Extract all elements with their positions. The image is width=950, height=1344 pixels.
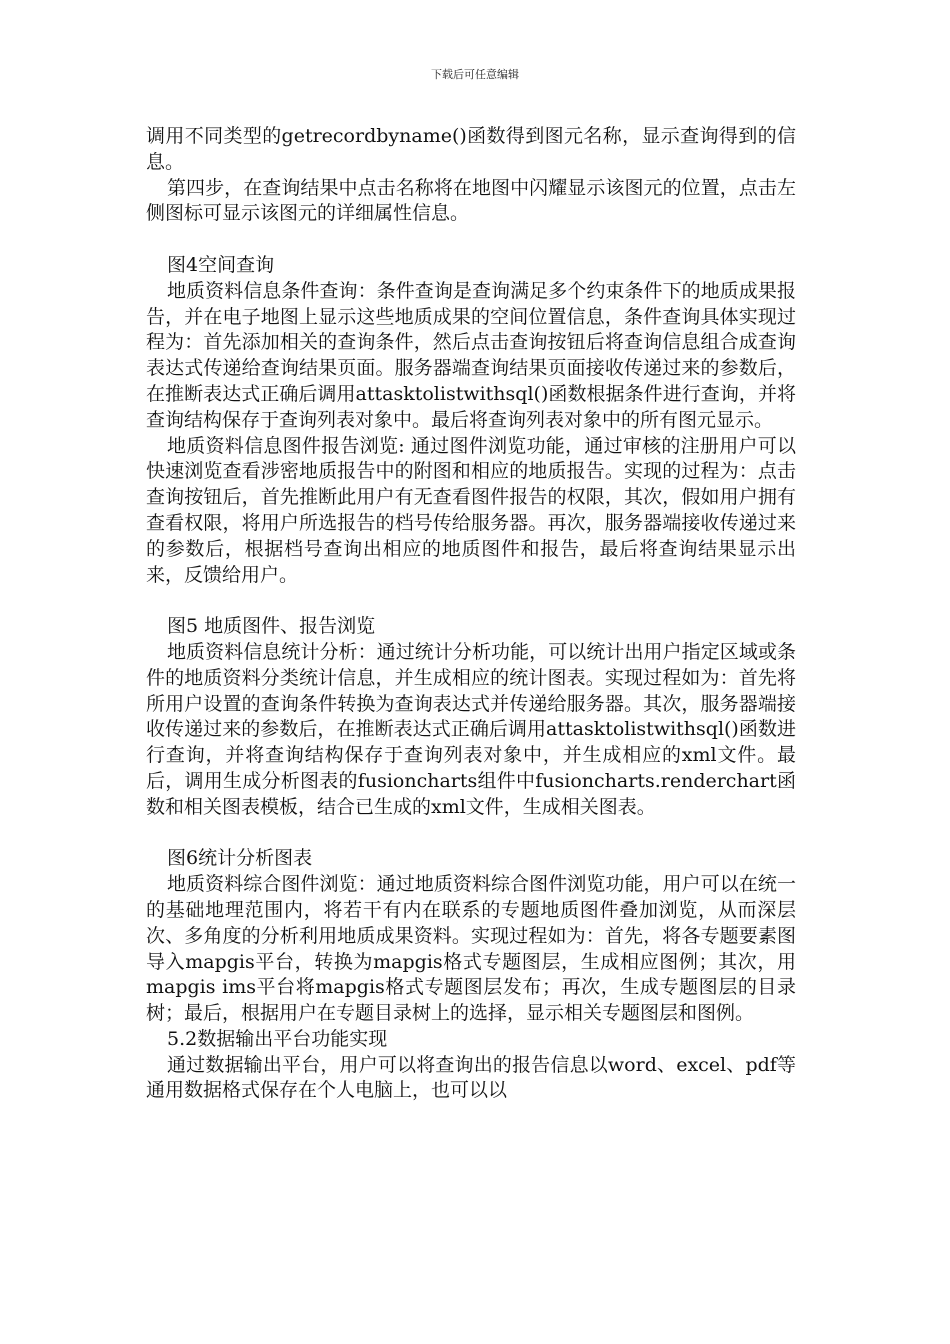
paragraph-step-four: 第四步，在查询结果中点击名称将在地图中闪耀显示该图元的位置，点击左侧图标可显示该图元的详细属性信息。 <box>146 176 796 225</box>
figure-gap <box>146 588 796 614</box>
paragraph-statistical-analysis: 地质资料信息统计分析：通过统计分析功能，可以统计出用户指定区域或条件的地质资料分类统计信息，并生成相应的统计图表。实现过程如为：首先将所用户设置的查询条件转换为查询表达式并传递给服务器。其次，服务器端接收传递过来的参数后，在推断表达式正确后调用attasktolistwithsql()函数进行查询，并将查询结构保存于查询列表对象中，并生成相应的xml文件。最后，调用生成分析图表的fusioncharts组件中fusioncharts.renderchart函数和相关图表模板，结合已生成的xml文件，生成相关图表。 <box>146 640 796 818</box>
header-note: 下载后可任意编辑 <box>431 68 519 81</box>
paragraph-data-output: 通过数据输出平台，用户可以将查询出的报告信息以word、excel、pdf等通用数据格式保存在个人电脑上，也可以以 <box>146 1053 796 1102</box>
paragraph-query-result-display: 调用不同类型的getrecordbyname()函数得到图元名称，显示查询得到的信息。 <box>146 125 796 173</box>
figure-caption-5: 图5 地质图件、报告浏览 <box>167 615 376 638</box>
paragraph-composite-map-browse: 地质资料综合图件浏览：通过地质资料综合图件浏览功能，用户可以在统一的基础地理范围内，将若干有内在联系的专题地质图件叠加浏览，从而深层次、多角度的分析利用地质成果资料。实现过程如为：首先，将各专题要素图导入mapgis平台，转换为mapgis格式专题图层，生成相应图例；其次，用mapgis ims平台将mapgis格式专题图层发布；再次，生成专题图层的目录树；最后，根据用户在专题目录树上的选择，显示相关专题图层和图例。 <box>146 873 796 1025</box>
figure-caption-6: 图6统计分析图表 <box>167 847 313 870</box>
figure-gap <box>146 821 796 847</box>
paragraph-condition-query: 地质资料信息条件查询：条件查询是查询满足多个约束条件下的地质成果报告，并在电子地图上显示这些地质成果的空间位置信息，条件查询具体实现过程为：首先添加相关的查询条件，然后点击查询按钮后将查询信息组合成查询表达式传递给查询结果页面。服务器端查询结果页面接收传递过来的参数后，在推断表达式正确后调用attasktolistwithsql()函数根据条件进行查询，并将查询结构保存于查询列表对象中。最后将查询列表对象中的所有图元显示。 <box>146 279 796 431</box>
document-body <box>146 124 796 1104</box>
section-heading-5-2: 5.2数据输出平台功能实现 <box>167 1027 388 1050</box>
figure-caption-4: 图4空间查询 <box>167 253 275 276</box>
figure-gap <box>146 227 796 253</box>
paragraph-map-report-browse: 地质资料信息图件报告浏览: 通过图件浏览功能，通过审核的注册用户可以快速浏览查看涉密地质报告中的附图和相应的地质报告。实现的过程为：点击查询按钮后，首先推断此用户有无查看图件报告的权限，其次，假如用户拥有查看权限，将用户所选报告的档号传给服务器。再次，服务器端接收传递过来的参数后，根据档号查询出相应的地质图件和报告，最后将查询结果显示出来，反馈给用户。 <box>146 434 796 586</box>
